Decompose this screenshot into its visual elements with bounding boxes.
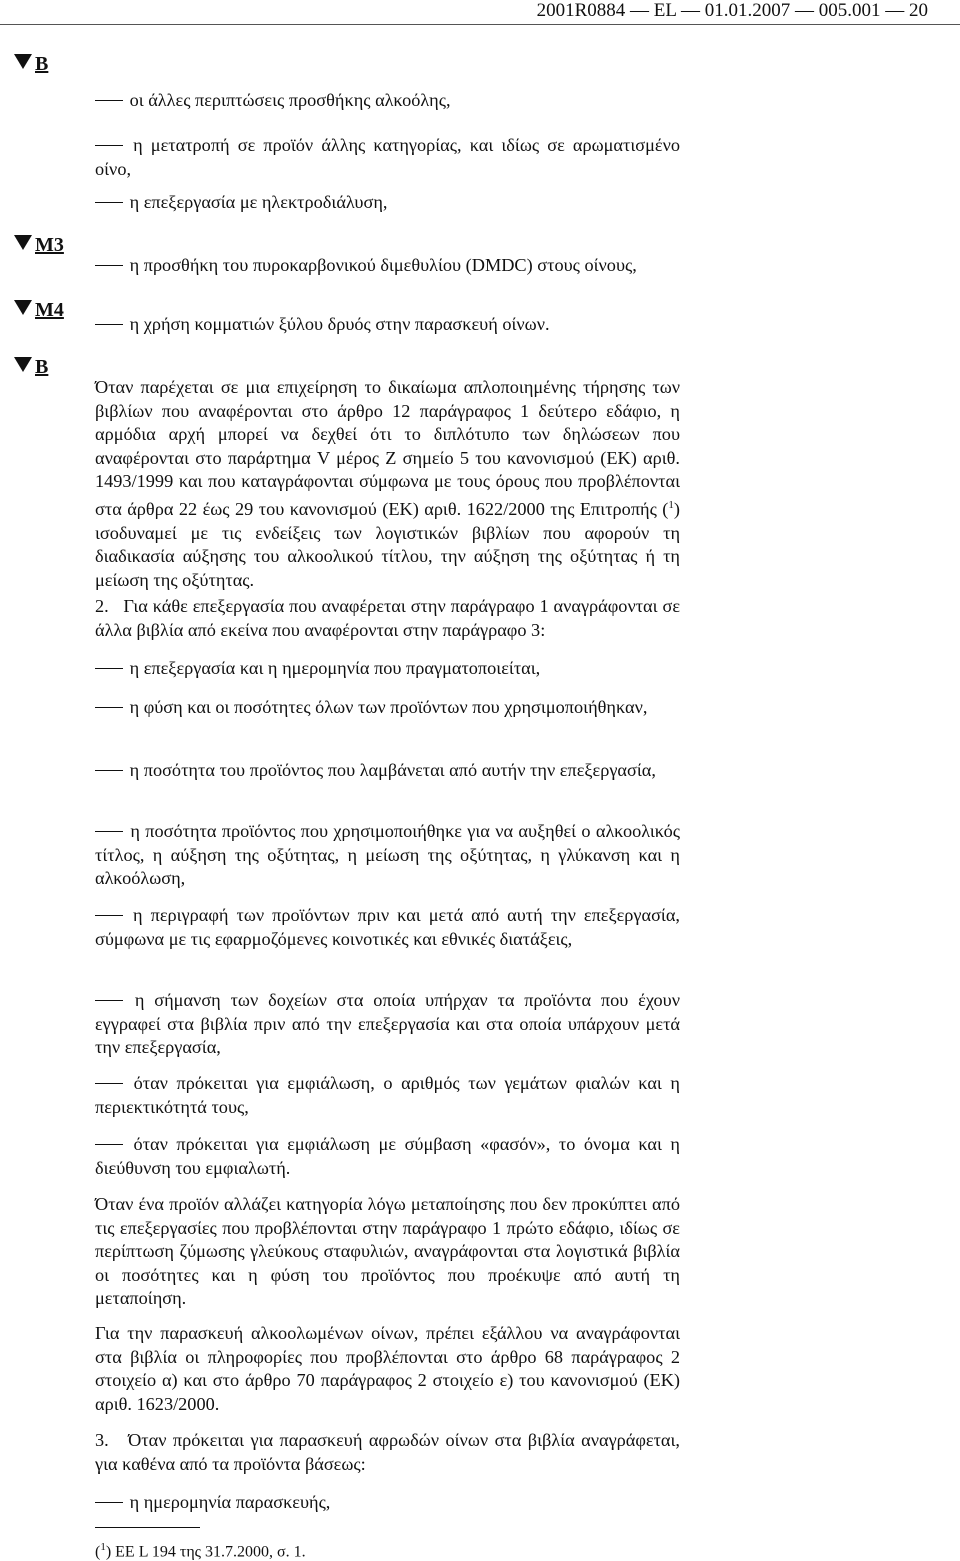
list-item: η σήμανση των δοχείων στα οποία υπήρχαν τα προϊόντα που έχουν εγγραφεί στα βιβλία πριν από την επεξεργασία και στα οποία υπάρχουν μετά την επεξεργασία, (95, 990, 681, 1058)
triangle-down-icon (14, 357, 32, 372)
header-divider (0, 24, 960, 25)
list-item: οι άλλες περιπτώσεις προσθήκης αλκοόλης, (95, 89, 680, 113)
list-item: η προσθήκη του πυροκαρβονικού διμεθυλίου (DMDC) στους οίνους, (95, 254, 680, 278)
triangle-down-icon (14, 235, 32, 250)
triangle-down-icon (14, 54, 32, 69)
page-header: 2001R0884 — EL — 01.01.2007 — 005.001 — 20 (536, 0, 928, 21)
amendment-marker-b: B (14, 355, 48, 379)
list-item: όταν πρόκειται για εμφιάλωση, ο αριθμός των γεμάτων φιαλών και η περιεκτικότητά τους, (95, 1073, 680, 1117)
amendment-marker-b: B (14, 52, 48, 76)
paragraph-3: Όταν ένα προϊόν αλλάζει κατηγορία λόγω μεταποίησης που δεν προκύπτει από τις επεξεργασίες που προβλέπονται στην παράγραφο 1 πρώτο εδάφιο, ιδίως σε περίπτωση ζύμωσης γλεύκους σταφυλιών, αναγράφονται στα λογιστικά βιβλία οι ποσότητες και η φύση του προϊόντος που προέκυψε από αυτή τη μεταποίηση. (95, 1194, 680, 1309)
triangle-down-icon (14, 300, 32, 315)
list-item: η περιγραφή των προϊόντων πριν και μετά από αυτή την επεξεργασία, σύμφωνα με τις εφαρμοζόμενες κοινοτικές και εθνικές διατάξεις, (95, 905, 680, 949)
list-item: η ημερομηνία παρασκευής, (95, 1491, 680, 1515)
paragraph-5: 3. Όταν πρόκειται για παρασκευή αφρωδών οίνων στα βιβλία αναγράφεται, για καθένα από τα προϊόντα βάσεως: (95, 1430, 680, 1474)
footnote-divider (95, 1527, 200, 1528)
paragraph-4: Για την παρασκευή αλκοολωμένων οίνων, πρέπει εξάλλου να αναγράφονται στα βιβλία οι πληροφορίες που προβλέπονται στο άρθρο 68 παράγραφος 2 στοιχείο α) και στο άρθρο 70 παράγραφος 2 στοιχείο ε) του κανονισμού (ΕΚ) αριθ. 1623/2000. (95, 1323, 680, 1414)
list-item: η ποσότητα προϊόντος που χρησιμοποιήθηκε για να αυξηθεί ο αλκοολικός τίτλος, η αύξηση της οξύτητας, η μείωση της οξύτητας, η γλύκανση και η αλκοόλωση, (95, 821, 681, 889)
list-item: η χρήση κομματιών ξύλου δρυός στην παρασκευή οίνων. (95, 313, 680, 337)
list-item: όταν πρόκειται για εμφιάλωση με σύμβαση «φασόν», το όνομα και η διεύθυνση του εμφιαλωτή. (95, 1134, 680, 1178)
paragraph: Όταν παρέχεται σε μια επιχείρηση το δικαίωμα απλοποιημένης τήρησης των βιβλίων που αναφέρονται στο άρθρο 12 παράγραφος 1 δεύτερο εδάφιο, η αρμόδια αρχή μπορεί να δεχθεί ότι το διπλότυπο των δηλώσεων που αναφέρονται στο παράρτημα V μέρος Ζ σημείο 5 του κανονισμού (ΕΚ) αριθ. 1493/1999 και που καταγράφονται σύμφωνα με τους όρους που προβλέπονται στα άρθρα 22 έως 29 του κανονισμού (ΕΚ) αριθ. 1622/2000 της Επιτροπής ($^1$) ισοδυναμεί με τις ενδείξεις των λογιστικών βιβλίων που αφορούν τη διαδικασία αύξησης του αλκοολικού τίτλου, την αύξηση της οξύτητας ή τη μείωση της οξύτητας. (95, 377, 680, 590)
list-item: η φύση και οι ποσότητες όλων των προϊόντων που χρησιμοποιήθηκαν, (95, 696, 680, 720)
paragraph-2: 2. Για κάθε επεξεργασία που αναφέρεται στην παράγραφο 1 αναγράφονται σε άλλα βιβλία από εκείνα που αναφέρονται στην παράγραφο 3: (95, 596, 680, 640)
footnote-ref[interactable]: 1 (668, 498, 674, 511)
list-item: η επεξεργασία με ηλεκτροδιάλυση, (95, 191, 680, 215)
list-item: η επεξεργασία και η ημερομηνία που πραγματοποιείται, (95, 657, 680, 681)
footnote: ($^1$) ΕΕ L 194 της 31.7.2000, σ. 1. (95, 1541, 306, 1561)
amendment-marker-m3: M3 (14, 233, 64, 257)
list-item: η μετατροπή σε προϊόν άλλης κατηγορίας, και ιδίως σε αρωματισμένο οίνο, (95, 135, 680, 179)
amendment-marker-m4: M4 (14, 298, 64, 322)
list-item: η ποσότητα του προϊόντος που λαμβάνεται από αυτήν την επεξεργασία, (95, 759, 680, 783)
